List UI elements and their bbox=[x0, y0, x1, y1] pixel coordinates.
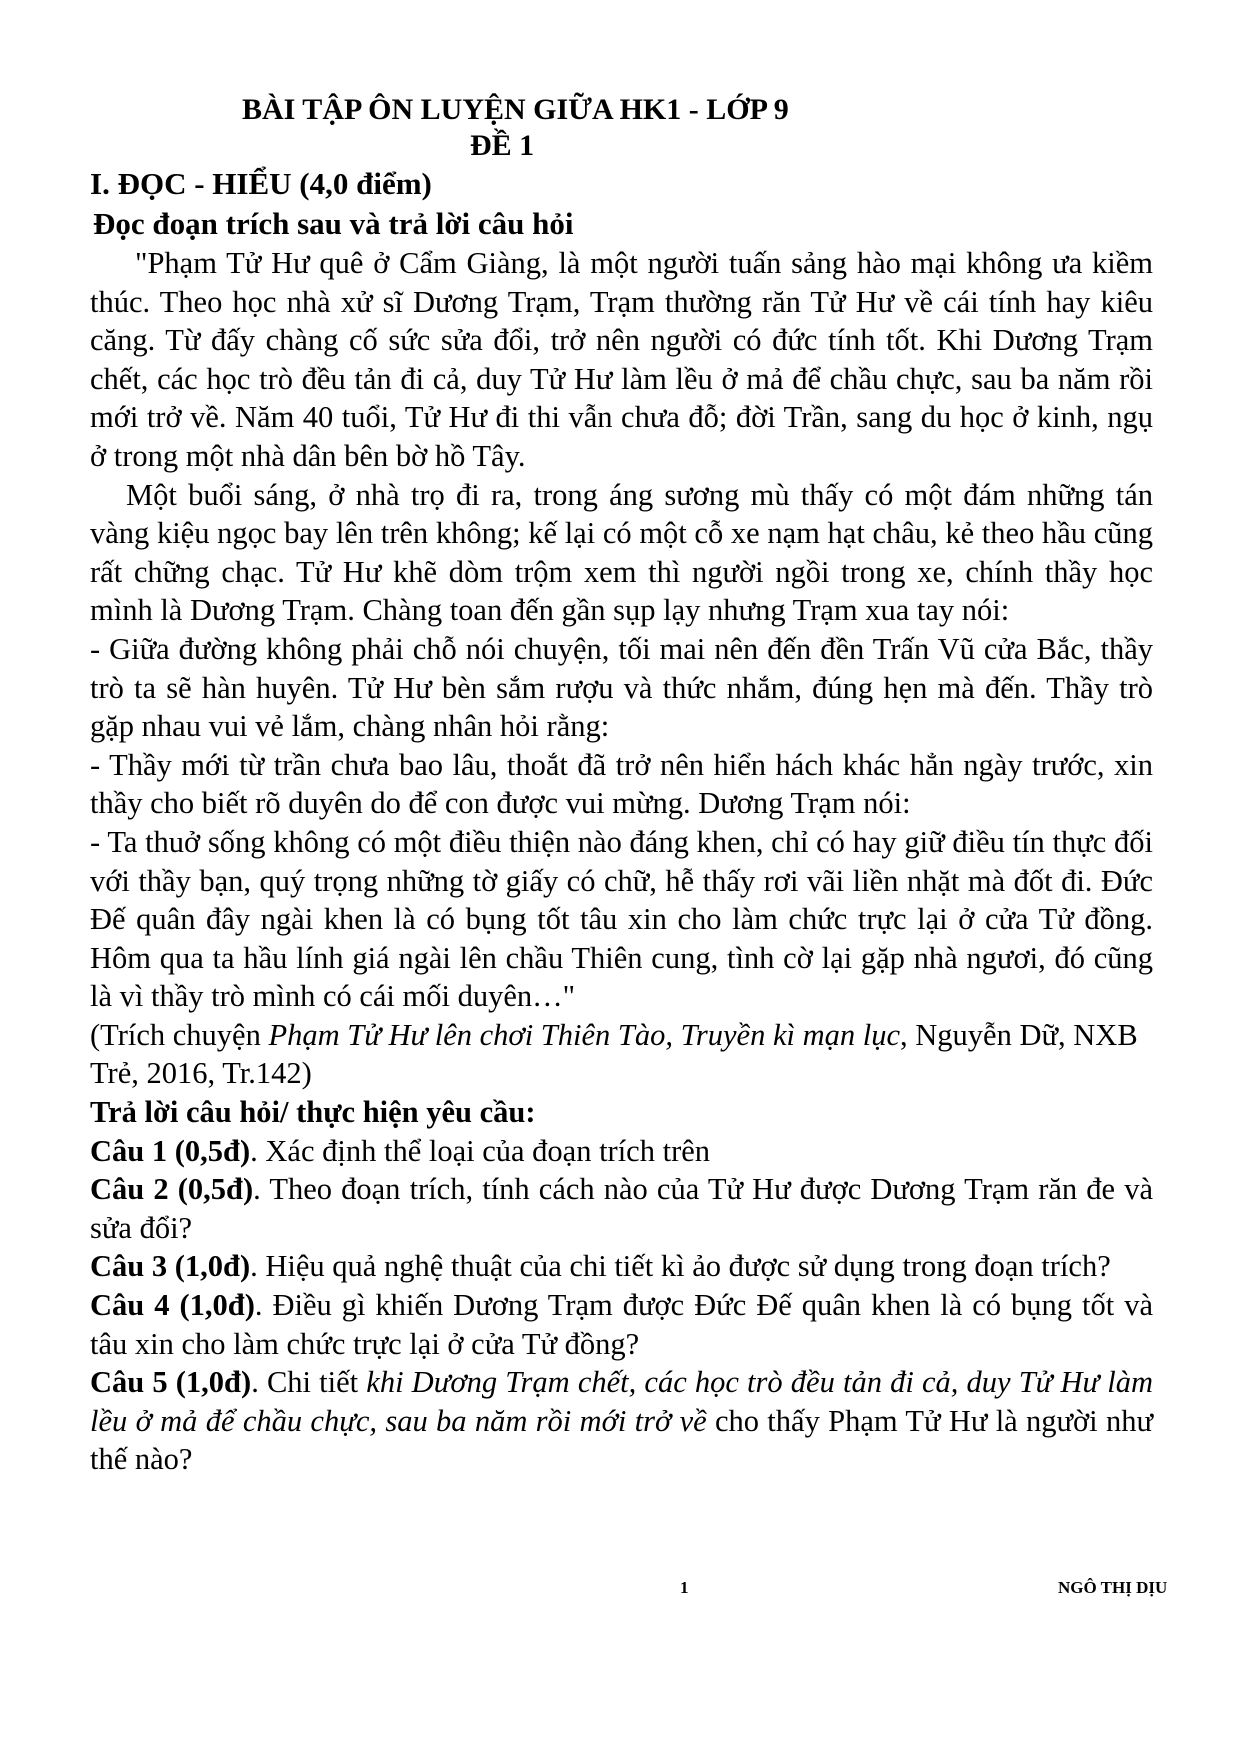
question-label: Câu 2 (0,5đ) bbox=[90, 1172, 254, 1207]
question-item bbox=[90, 1286, 1153, 1363]
page-content bbox=[90, 92, 1153, 1479]
question-text: cho thấy Phạm Tử Hư là người như thế nào? bbox=[90, 1403, 1153, 1477]
question-item bbox=[90, 1247, 1153, 1286]
footer-author: NGÔ THỊ DỊU bbox=[1058, 1578, 1168, 1597]
source-work-title: Phạm Tử Hư lên chơi Thiên Tào, Truyền kì mạn lục bbox=[268, 1017, 901, 1052]
passage-paragraph: "Phạm Tử Hư quê ở Cẩm Giàng, là một người tuấn sảng hào mại không ưa kiềm thúc. Theo học nhà xử sĩ Dương Trạm, Trạm thường răn Tử Hư về cái tính hay kiêu căng. Từ đấy chàng cố sức sửa đổi, trở nên người có đức tính tốt. Khi Dương Trạm chết, các học trò đều tản đi cả, duy Tử Hư làm lều ở mả để chầu chực, sau ba năm rồi mới trở về. Năm 40 tuổi, Tử Hư đi thi vẫn chưa đỗ; đời Trần, sang du học ở kinh, ngụ ở trong một nhà dân bên bờ hồ Tây. bbox=[90, 246, 1153, 473]
document-title: BÀI TẬP ÔN LUYỆN GIỮA HK1 - LỚP 9 bbox=[242, 93, 789, 126]
question-label: Câu 1 (0,5đ) bbox=[90, 1133, 251, 1168]
question-text: . Chi tiết bbox=[251, 1365, 367, 1400]
question-item bbox=[90, 1170, 1153, 1247]
question-item bbox=[90, 1363, 1153, 1479]
passage-paragraph: Một buổi sáng, ở nhà trọ đi ra, trong áng sương mù thấy có một đám những tán vàng kiệu ngọc bay lên trên không; kế lại có một cỗ xe nạm hạt châu, kẻ theo hầu cũng rất chững chạc. Tử Hư khẽ dòm trộm xem thì người ngồi trong xe, chính thầy học mình là Dương Trạm. Chàng toan đến gần sụp lạy nhưng Trạm xua tay nói: bbox=[90, 477, 1153, 628]
question-label: Câu 5 (1,0đ) bbox=[90, 1365, 252, 1400]
passage-dialogue: - Giữa đường không phải chỗ nói chuyện, tối mai nên đến đền Trấn Vũ cửa Bắc, thầy trò ta sẽ hàn huyên. Tử Hư bèn sắm rượu và thức nhắm, đúng hẹn mà đến. Thầy trò gặp nhau vui vẻ lắm, chàng nhân hỏi rằng: bbox=[90, 631, 1153, 744]
source-prefix: (Trích chuyện bbox=[90, 1017, 269, 1052]
question-text: . Theo đoạn trích, tính cách nào của Tử Hư được Dương Trạm răn đe và sửa đổi? bbox=[90, 1172, 1154, 1245]
question-item bbox=[90, 1132, 1153, 1171]
question-text: . Xác định thể loại của đoạn trích trên bbox=[250, 1133, 711, 1168]
question-text: . Điều gì khiến Dương Trạm được Đức Đế quân khen là có bụng tốt và tâu xin cho làm chức trực lại ở cửa Tử đồng? bbox=[90, 1288, 1153, 1361]
passage-source bbox=[90, 1016, 1153, 1093]
questions-heading: Trả lời câu hỏi/ thực hiện yêu cầu: bbox=[90, 1095, 536, 1130]
page-number: 1 bbox=[680, 1578, 689, 1597]
question-quoted-detail: khi Dương Trạm chết, các học trò đều tản đi cả, duy Tử Hư làm lều ở mả để chầu chực, sau ba năm rồi mới trở về bbox=[90, 1365, 1154, 1438]
question-text: . Hiệu quả nghệ thuật của chi tiết kì ảo được sử dụng trong đoạn trích? bbox=[250, 1249, 1111, 1284]
document-subtitle: ĐỀ 1 bbox=[470, 129, 535, 162]
reading-instruction: Đọc đoạn trích sau và trả lời câu hỏi bbox=[93, 206, 574, 241]
passage-dialogue: - Thầy mới từ trần chưa bao lâu, thoắt đã trở nên hiển hách khác hẳn ngày trước, xin thầy cho biết rõ duyên do để con được vui mừng. Dương Trạm nói: bbox=[90, 747, 1153, 821]
question-label: Câu 4 (1,0đ) bbox=[90, 1288, 255, 1323]
question-label: Câu 3 (1,0đ) bbox=[90, 1249, 251, 1284]
source-suffix: , Nguyễn Dữ, NXB Trẻ, 2016, Tr.142) bbox=[90, 1017, 1138, 1091]
section-heading-reading: I. ĐỌC - HIỂU (4,0 điểm) bbox=[90, 166, 432, 201]
passage-dialogue: - Ta thuở sống không có một điều thiện nào đáng khen, chỉ có hay giữ điều tín thực đối với thầy bạn, quý trọng những tờ giấy có chữ, hễ thấy rơi vãi liền nhặt mà đốt đi. Đức Đế quân đây ngài khen là có bụng tốt tâu xin cho làm chức trực lại ở cửa Tử đồng. Hôm qua ta hầu lính giá ngài lên chầu Thiên cung, tình cờ lại gặp nhà ngươi, đó cũng là vì thầy trò mình có cái mối duyên…" bbox=[90, 824, 1153, 1014]
